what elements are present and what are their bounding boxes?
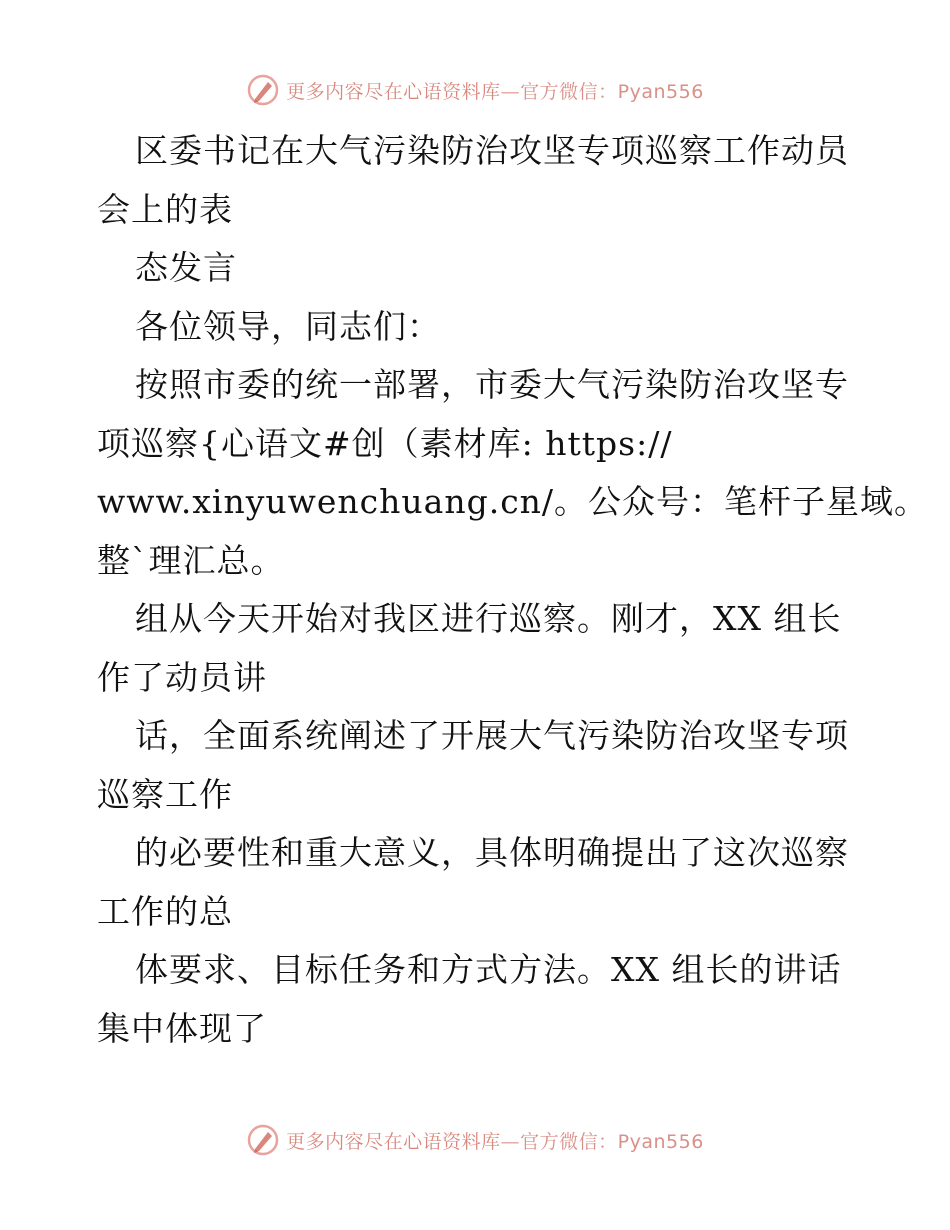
doc-line-salutation: 各位领导，同志们： <box>135 306 441 346</box>
header-banner <box>0 70 950 110</box>
doc-line: 作了动员讲 <box>97 657 267 697</box>
pen-nib-logo-icon <box>246 73 280 107</box>
pen-nib-logo-icon <box>246 1123 280 1157</box>
doc-line: 工作的总 <box>97 891 233 931</box>
footer-brand-text: 更多内容尽在心语资料库—官方微信：Pyan556 <box>286 1130 704 1153</box>
doc-line: 集中体现了 <box>97 1008 267 1048</box>
footer-banner <box>0 1120 950 1160</box>
doc-line-title-2: 会上的表 <box>97 189 233 229</box>
doc-line: 整`理汇总。 <box>97 540 285 580</box>
doc-line: 话，全面系统阐述了开展大气污染防治攻坚专项 <box>135 716 849 755</box>
doc-line: 巡察工作 <box>97 774 233 814</box>
header-brand-text: 更多内容尽在心语资料库—官方微信：Pyan556 <box>286 80 704 103</box>
doc-line: 体要求、目标任务和方式方法。XX 组长的讲话 <box>135 950 842 989</box>
doc-line: 按照市委的统一部署，市委大气污染防治攻坚专 <box>135 365 849 404</box>
doc-line: 项巡察{心语文#创（素材库: https:// <box>97 423 673 463</box>
doc-line: 的必要性和重大意义，具体明确提出了这次巡察 <box>135 833 849 872</box>
doc-line-title-1: 区委书记在大气污染防治攻坚专项巡察工作动员 <box>135 131 849 170</box>
doc-line: 组从今天开始对我区进行巡察。刚才，XX 组长 <box>135 599 842 638</box>
document-body <box>97 122 929 1058</box>
doc-line-url: www.xinyuwenchuang.cn/。公众号：笔杆子星域。 <box>97 482 929 521</box>
doc-line-title-3: 态发言 <box>135 248 237 287</box>
